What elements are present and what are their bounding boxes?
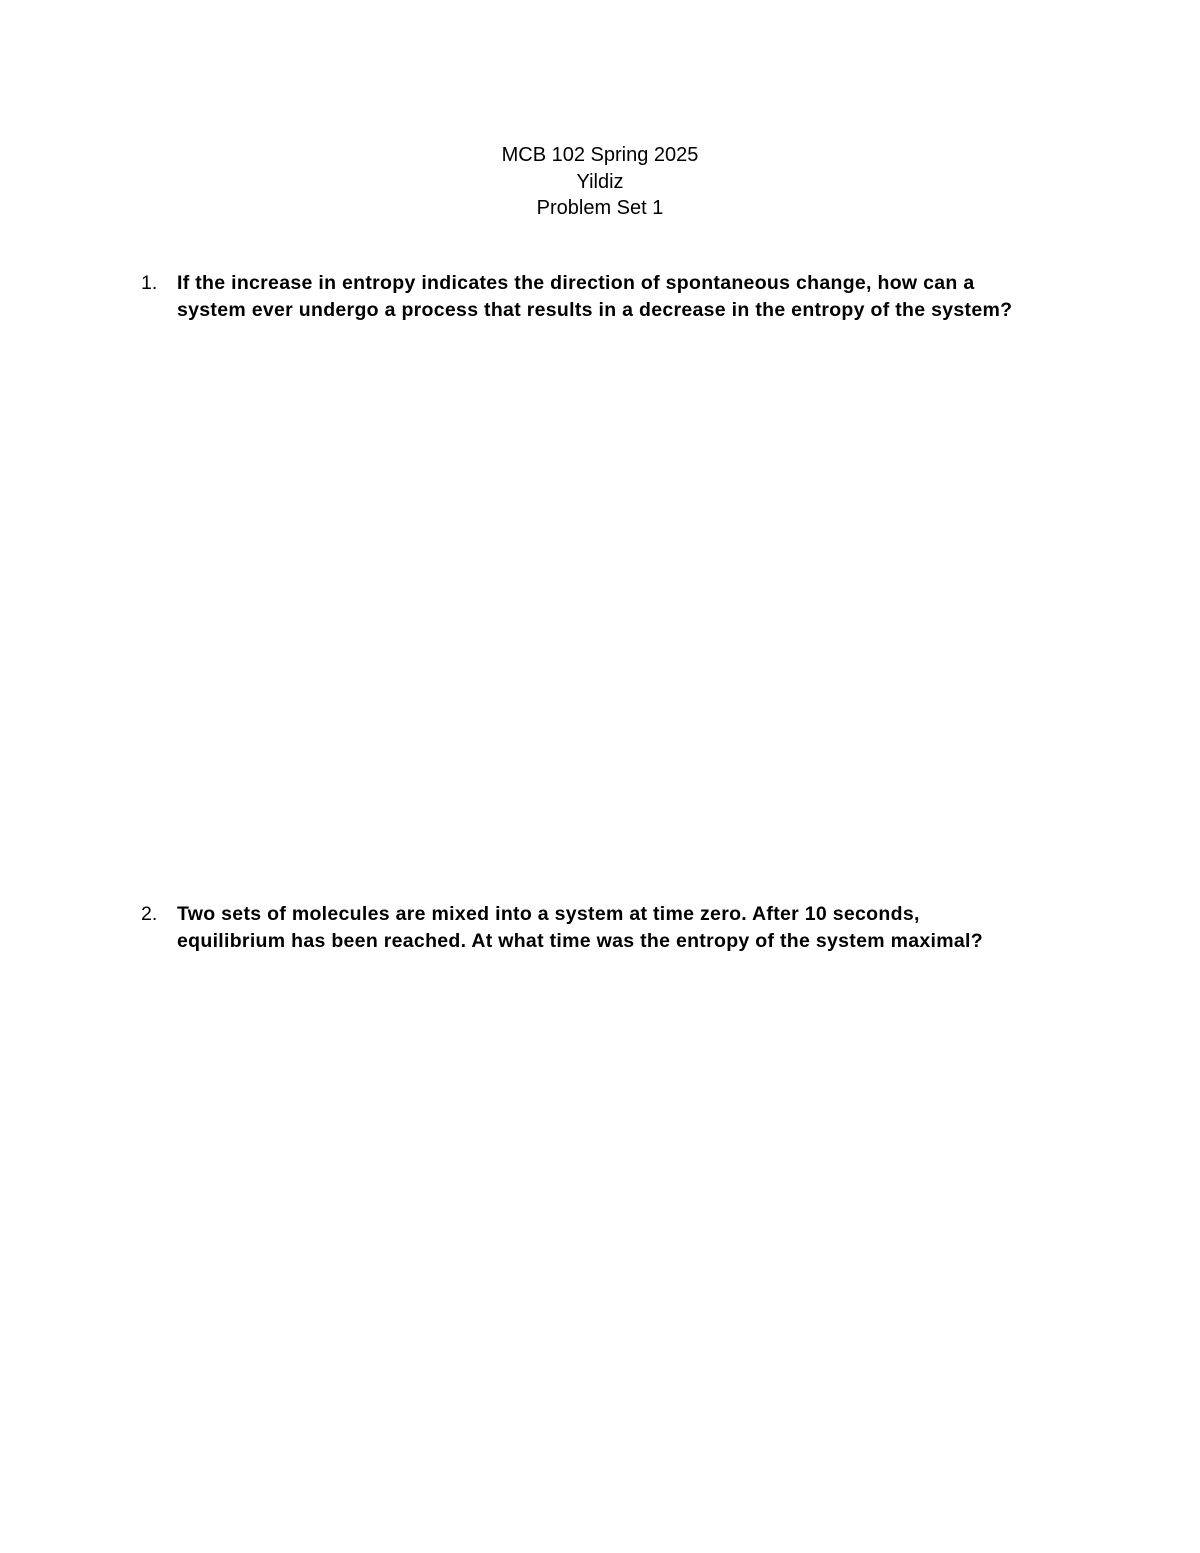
problem-set-title: Problem Set 1 <box>536 197 664 219</box>
question-text: If the increase in entropy indicates the direction of spontaneous change, how can a system ever undergo a process that results in a decrease in the entropy of the system? <box>177 272 1013 321</box>
question-text: Two sets of molecules are mixed into a system at time zero. After 10 seconds, equilibrium has been reached. At what time was the entropy of the system maximal? <box>177 903 983 952</box>
question-1 <box>141 270 1021 323</box>
question-number: 1. <box>141 272 158 294</box>
course-title: MCB 102 Spring 2025 <box>501 144 699 166</box>
question-2 <box>141 901 1021 954</box>
instructor-name: Yildiz <box>576 170 624 193</box>
question-number: 2. <box>141 903 158 925</box>
document-header <box>0 142 1200 222</box>
